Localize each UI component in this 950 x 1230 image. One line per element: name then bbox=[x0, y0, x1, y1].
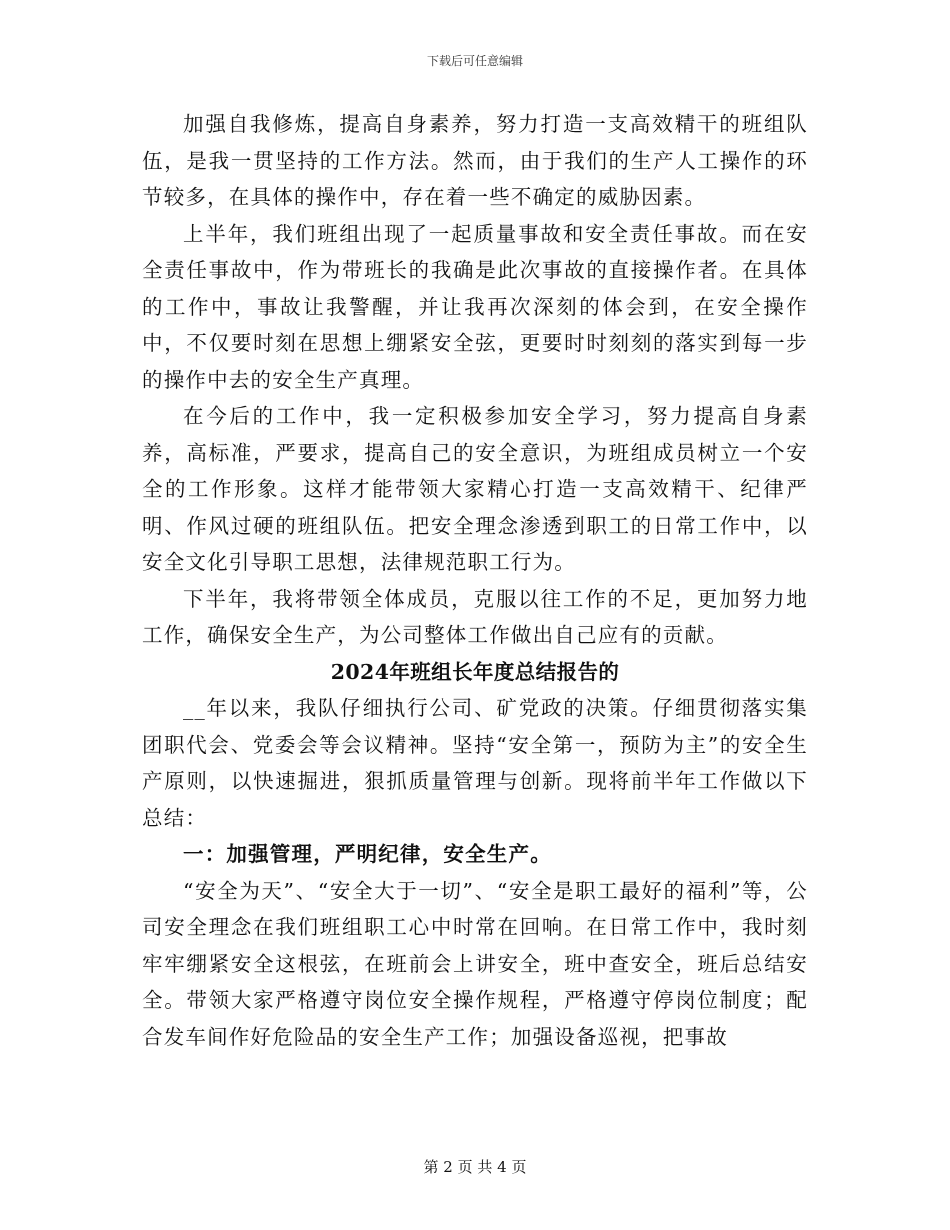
intro-paragraph: __年以来，我队仔细执行公司、矿党政的决策。仔细贯彻落实集团职代会、党委会等会议精神。坚持“安全第一，预防为主”的安全生产原则，以快速掘进，狠抓质量管理与创新。现将前半年工作做以下总结： bbox=[142, 696, 808, 830]
section-paragraph-1: “安全为天”、“安全大于一切”、“安全是职工最好的福利”等，公司安全理念在我们班组职工心中时常在回响。在日常工作中，我时刻牢牢绷紧安全这根弦，在班前会上讲安全，班中查安全，班后总结安全。带领大家严格遵守岗位安全操作规程，严格遵守停岗位制度；配合发车间作好危险品的安全生产工作；加强设备巡视，把事故 bbox=[142, 878, 808, 1049]
body-paragraph-1: 加强自我修炼，提高自身素养，努力打造一支高效精干的班组队伍，是我一贯坚持的工作方法。然而，由于我们的生产人工操作的环节较多，在具体的操作中，存在着一些不确定的威胁因素。 bbox=[142, 112, 808, 209]
document-body bbox=[142, 106, 808, 1055]
page-header-note: 下载后可任意编辑 bbox=[426, 54, 523, 68]
page-number: 第 2 页 共 4 页 bbox=[423, 1158, 527, 1176]
body-paragraph-3: 在今后的工作中，我一定积极参加安全学习，努力提高自身素养，高标准，严要求，提高自己的安全意识，为班组成员树立一个安全的工作形象。这样才能带领大家精心打造一支高效精干、纪律严明、作风过硬的班组队伍。把安全理念渗透到职工的日常工作中，以安全文化引导职工思想，法律规范职工行为。 bbox=[142, 404, 808, 574]
report-title: 2024年班组长年度总结报告的 bbox=[330, 659, 620, 684]
body-paragraph-2: 上半年，我们班组出现了一起质量事故和安全责任事故。而在安全责任事故中，作为带班长的我确是此次事故的直接操作者。在具体的工作中，事故让我警醒，并让我再次深刻的体会到，在安全操作中，不仅要时刻在思想上绷紧安全弦，更要时时刻刻的落实到每一步的操作中去的安全生产真理。 bbox=[142, 221, 808, 392]
section-heading-1: 一：加强管理，严明纪律，安全生产。 bbox=[183, 842, 552, 866]
body-paragraph-4: 下半年，我将带领全体成员，克服以往工作的不足，更加努力地工作，确保安全生产，为公司整体工作做出自己应有的贡献。 bbox=[142, 586, 808, 647]
